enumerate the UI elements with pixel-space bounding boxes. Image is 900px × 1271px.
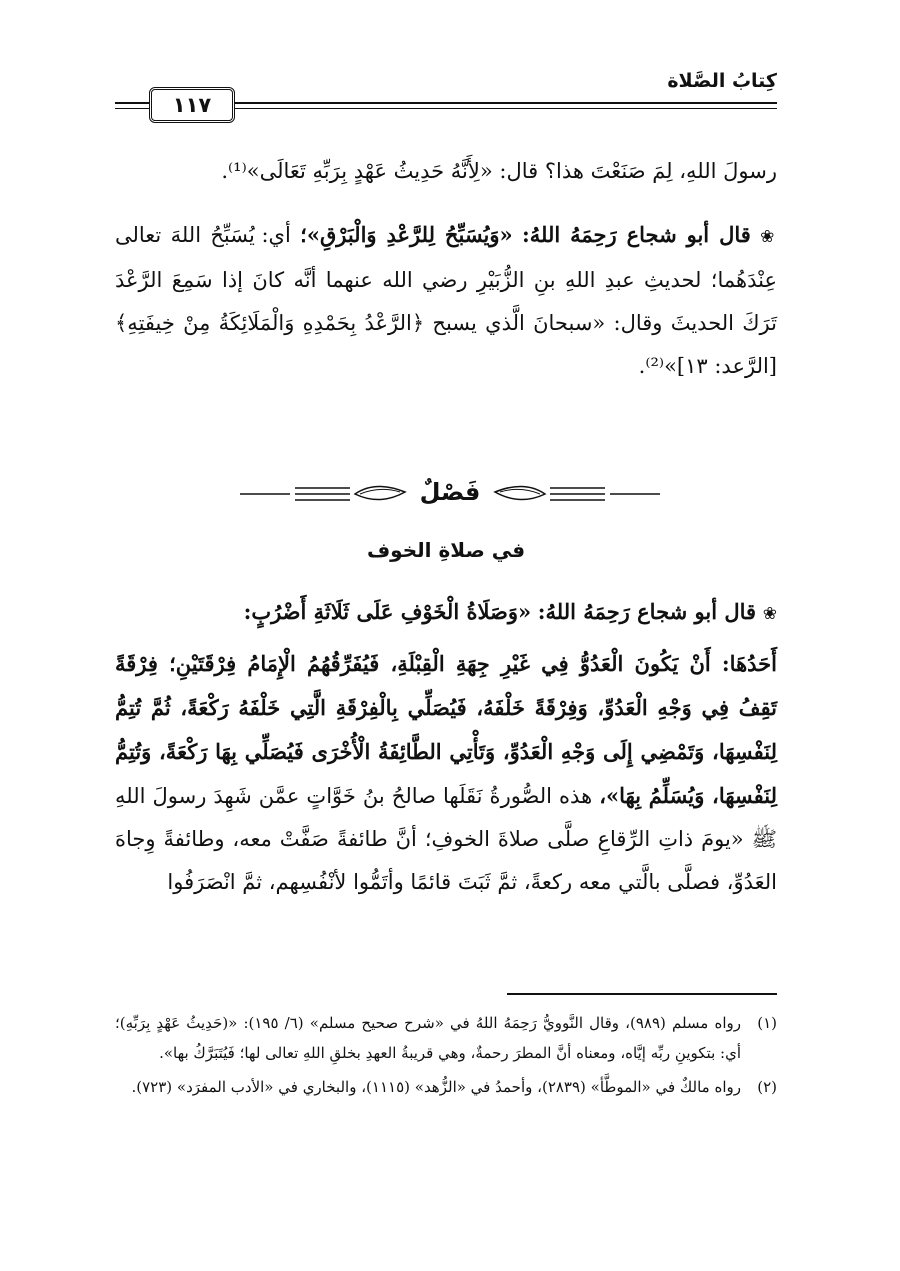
- matn-quote: «وَصَلَاةُ الْخَوْفِ عَلَى ثَلَاثَةِ أَضْرُبٍ:: [243, 599, 532, 624]
- flower-ornament-icon: ❀: [762, 604, 777, 624]
- page-header: [115, 70, 777, 126]
- lower-text-block: [115, 590, 777, 924]
- section-title: فَصْلٌ: [419, 478, 481, 506]
- author-lead: قال أبو شجاع رَحِمَهُ اللهُ:: [537, 599, 757, 624]
- footnote-1: [115, 1008, 777, 1068]
- footnote-number: (٢): [757, 1078, 777, 1096]
- flower-ornament-icon: ❀: [760, 227, 777, 247]
- section-subtitle: في صلاةِ الخوف: [366, 538, 526, 562]
- matn-text: أَحَدُهَا: أَنْ يَكُونَ الْعَدُوُّ فِي غَيْرِ جِهَةِ الْقِبْلَةِ، فَيُفَرِّقُهُمُ الْإِمَامُ فِرْقَتَيْنِ؛ فِرْقَةً تَقِفُ فِي وَجْهِ الْعَدُوِّ، وَفِرْقَةً خَلْفَهُ، فَيُصَلِّي بِالْفِرْقَةِ الَّتِي خَلْفَهُ رَكْعَةً، ثُمَّ تُتِمُّ لِنَفْسِهَا، وَتَمْضِي إِلَى وَجْهِ الْعَدُوِّ، وَتَأْتِي الطَّائِفَةُ الْأُخْرَى فَيُصَلِّي بِهَا رَكْعَةً، وَتُتِمُّ لِنَفْسِهَا، وَيُسَلِّمُ بِهَا»،: [115, 651, 777, 808]
- continuation-paragraph: رسولَ اللهِ، لِمَ صَنَعْتَ هذا؟ قال: «لِأَنَّهُ حَدِيثُ عَهْدٍ بِرَبِّهِ تَعَالَى»⁽¹⁾.: [221, 159, 777, 183]
- thunder-paragraph: [115, 213, 777, 388]
- running-title: كِتابُ الصَّلاة: [667, 70, 777, 92]
- footnote-separator: [507, 993, 777, 995]
- footnote-2: [115, 1072, 777, 1102]
- footnote-text: رواه مسلم (٩٨٩)، وقال النَّوويُّ رَحِمَهُ اللهُ في «شرح صحيح مسلم» (٦/ ١٩٥): «(حَدِيثُ عَهْدٍ بِرَبِّهِ)؛ أي: بتكوينِ ربِّه إيَّاه، ومعناه أنَّ المطرَ رحمةٌ، وهي قريبةُ العهدِ بخلقِ اللهِ تعالى لها؛ فَيُتَبَرَّكُ بها».: [115, 1014, 741, 1062]
- upper-text-block: [115, 150, 777, 408]
- fear-prayer-first-form: [115, 642, 777, 904]
- commentary-text: أي: يُسَبِّحُ اللهَ تعالى عِنْدَهُما؛ لحديثِ عبدِ اللهِ بنِ الزُّبَيْرِ رضي الله عنهما أنَّه كانَ إذا سَمِعَ الرَّعْدَ تَرَكَ الحديثَ وقال: «سبحانَ الَّذي يسبح ﴿الرَّعْدُ بِحَمْدِهِ وَالْمَلَائِكَةُ مِنْ خِيفَتِهِ﴾ [الرَّعد: ١٣]»⁽²⁾.: [115, 223, 777, 378]
- fear-prayer-intro: [115, 590, 777, 636]
- author-lead: قال أبو شجاع رَحِمَهُ اللهُ:: [521, 222, 751, 247]
- page-number: ١١٧: [149, 87, 235, 123]
- footnote-number: (١): [757, 1014, 777, 1032]
- commentary-text: هذه الصُّورةُ نَقَلَها صالحُ بنُ خَوَّاتٍ عمَّن شَهِدَ رسولَ اللهِ ﷺ «يومَ ذاتِ الرِّقاعِ صلَّى صلاةَ الخوفِ؛ أنَّ طائفةً صَفَّتْ معه، وطائفةً وِجاهَ العَدُوِّ، فصلَّى بالَّتي معه ركعةً، ثمَّ ثَبَتَ قائمًا وأتَمُّوا لأنْفُسِهم، ثمَّ انْصَرَفُوا: [115, 784, 777, 894]
- footnote-text: رواه مالكٌ في «الموطَّأ» (٢٨٣٩)، وأحمدُ في «الزُّهد» (١١١٥)، والبخاري في «الأدب المفرَد» (٧٢٣).: [131, 1078, 741, 1096]
- matn-quote: «وَيُسَبِّحُ لِلرَّعْدِ وَالْبَرْقِ»؛: [300, 222, 513, 247]
- footnotes: [115, 1008, 777, 1106]
